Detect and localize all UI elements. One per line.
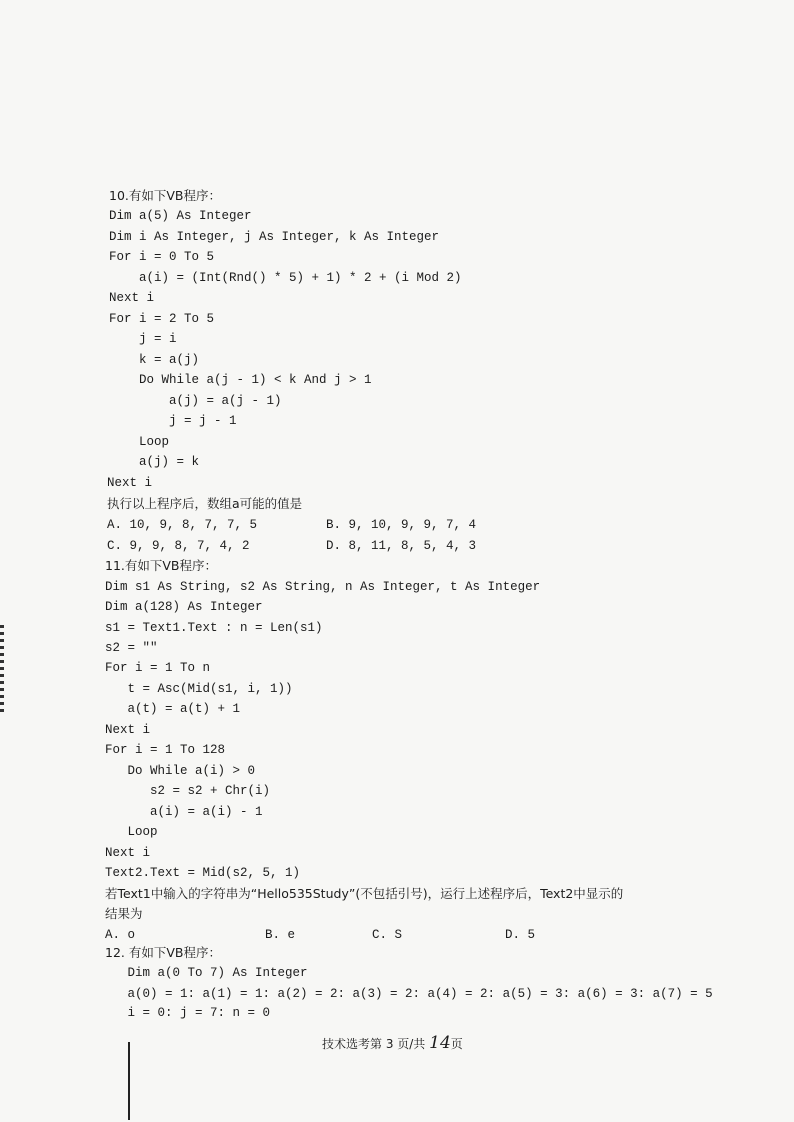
q11-option-b: B. e (265, 928, 296, 942)
q11-code-line: s2 = "" (105, 641, 158, 655)
scan-edge-mark (0, 625, 4, 715)
q10-code-line: k = a(j) (109, 353, 200, 367)
q11-code-line: For i = 1 To n (105, 661, 211, 675)
q10-code-line: Do While a(j - 1) < k And j > 1 (109, 373, 372, 387)
footer-suffix: 页 (450, 1037, 463, 1051)
q11-option-c: C. S (372, 928, 403, 942)
q11-question-line2: 结果为 (105, 906, 143, 921)
q11-code-line: Dim s1 As String, s2 As String, n As Integer, t As Integer (105, 580, 541, 594)
q10-code-line: Dim a(5) As Integer (109, 209, 252, 223)
footer-total-pages: 14 (429, 1033, 451, 1053)
q11-code-line: Loop (105, 825, 158, 839)
q10-code-line: a(j) = a(j - 1) (109, 394, 282, 408)
q10-code-line: a(i) = (Int(Rnd() * 5) + 1) * 2 + (i Mod 2) (109, 271, 462, 285)
q12-code-line: a(0) = 1: a(1) = 1: a(2) = 2: a(3) = 2: a(4) = 2: a(5) = 3: a(6) = 3: a(7) = 5 (105, 987, 713, 1001)
q12-code-line: Dim a(0 To 7) As Integer (105, 966, 308, 980)
q11-code-line: a(t) = a(t) + 1 (105, 702, 241, 716)
q12-code-line: i = 0: j = 7: n = 0 (105, 1006, 271, 1020)
q10-code-line: a(j) = k (109, 455, 200, 469)
q11-code-line: Next i (105, 846, 151, 860)
q10-code-line: j = i (109, 332, 177, 346)
q10-question: 执行以上程序后，数组a可能的值是 (107, 496, 303, 511)
q11-question-line1: 若Text1中输入的字符串为“Hello535Study”(不包括引号)，运行上述程序后，Text2中显示的 (105, 886, 624, 901)
page-footer (322, 1033, 463, 1053)
q10-code-line: For i = 2 To 5 (109, 312, 215, 326)
q12-title: 12. 有如下VB程序： (105, 945, 221, 960)
q10-option-b: B. 9, 10, 9, 9, 7, 4 (326, 518, 477, 532)
q11-code-line: Do While a(i) > 0 (105, 764, 256, 778)
q10-title: 10.有如下VB程序： (109, 188, 222, 203)
q10-code-line: For i = 0 To 5 (109, 250, 215, 264)
q11-code-line: Dim a(128) As Integer (105, 600, 263, 614)
q11-code-line: s1 = Text1.Text : n = Len(s1) (105, 621, 323, 635)
q10-option-c: C. 9, 9, 8, 7, 4, 2 (107, 539, 250, 553)
q11-code-line: s2 = s2 + Chr(i) (105, 784, 271, 798)
q11-code-line: Text2.Text = Mid(s2, 5, 1) (105, 866, 301, 880)
q10-option-d: D. 8, 11, 8, 5, 4, 3 (326, 539, 477, 553)
q11-title: 11.有如下VB程序： (105, 558, 218, 573)
q11-code-line: a(i) = a(i) - 1 (105, 805, 263, 819)
q10-code-line: Dim i As Integer, j As Integer, k As Integer (109, 230, 440, 244)
q10-option-a: A. 10, 9, 8, 7, 7, 5 (107, 518, 258, 532)
q11-code-line: t = Asc(Mid(s1, i, 1)) (105, 682, 293, 696)
q11-option-a: A. o (105, 928, 136, 942)
q10-code-line: j = j - 1 (109, 414, 237, 428)
footer-text: 技术选考第 3 页/共 (322, 1037, 430, 1051)
q10-code-line: Next i (107, 476, 153, 490)
q11-code-line: For i = 1 To 128 (105, 743, 226, 757)
q11-option-d: D. 5 (505, 928, 536, 942)
binding-line (128, 1042, 130, 1120)
q11-code-line: Next i (105, 723, 151, 737)
q10-code-line: Next i (109, 291, 155, 305)
q10-code-line: Loop (109, 435, 170, 449)
